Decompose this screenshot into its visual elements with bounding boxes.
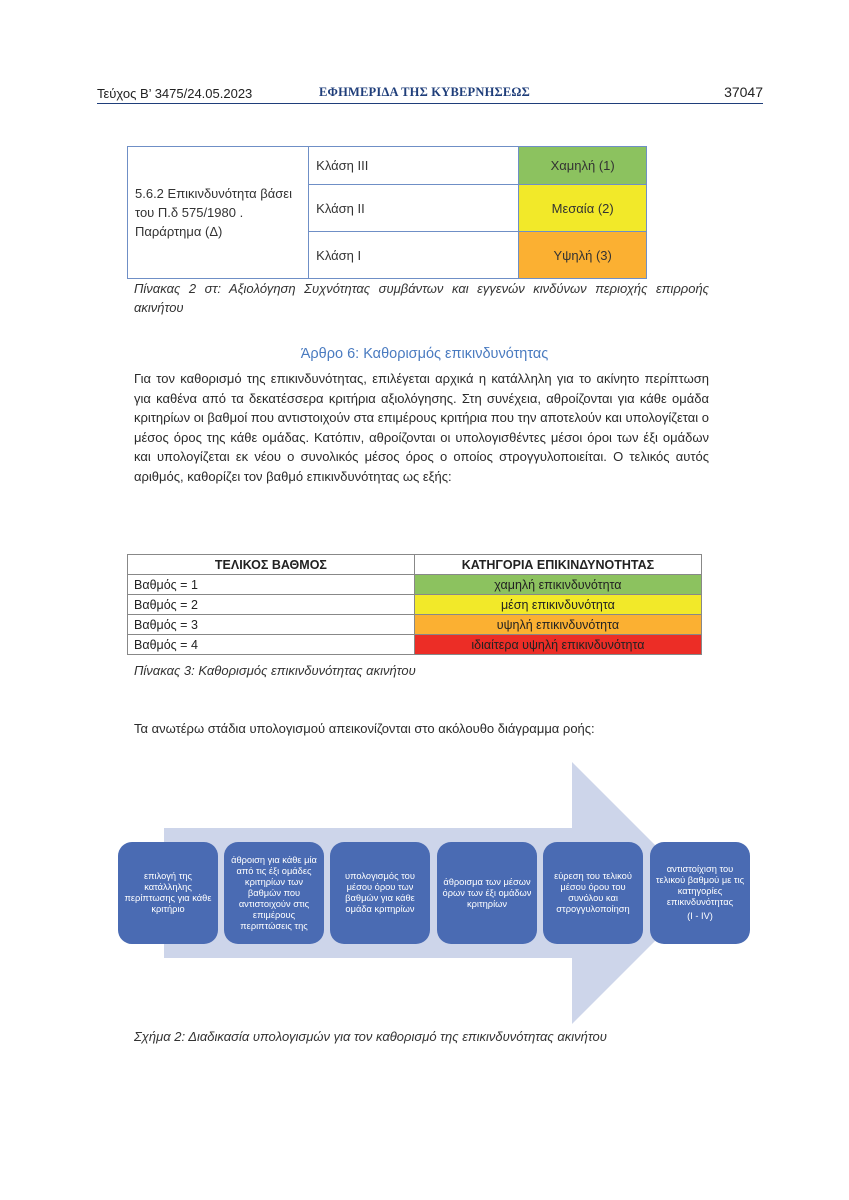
flow-step-text: υπολογισμός του μέσου όρου των βαθμών για κάθε ομάδα κριτηρίων bbox=[345, 871, 415, 914]
flow-step-3 bbox=[330, 842, 430, 944]
flow-step-1 bbox=[118, 842, 218, 944]
category-cell: υψηλή επικινδυνότητα bbox=[414, 615, 701, 635]
article-title: Άρθρο 6: Καθορισμός επικινδυνότητας bbox=[300, 346, 549, 362]
criterion-cell: 5.6.2 Επικινδυνότητα βάσει του Π.δ 575/1980 . Παράρτημα (Δ) bbox=[128, 147, 309, 279]
rating-cell: Μεσαία (2) bbox=[519, 185, 647, 232]
table-row bbox=[128, 147, 647, 185]
flow-step-6 bbox=[650, 842, 750, 944]
flow-step-2 bbox=[224, 842, 324, 944]
frequency-table bbox=[127, 146, 647, 279]
article-paragraph: Για τον καθορισμό της επικινδυνότητας, επιλέγεται αρχικά η κατάλληλη για το ακίνητο περίπτωση για καθένα από τα δεκατέσσερα κριτήρια αξιολόγησης. Στη συνέχεια, αθροίζονται για κάθε ομάδα κριτηρίων οι βαθμοί που αντιστοιχούν στα επιμέρους κριτήρια που την αποτελούν και υπολογίζεται ο μέσος όρος της κάθε ομάδας. Κατόπιν, αθροίζονται οι υπολογισθέντες μέσοι όροι των έξι ομάδων και υπολογίζεται εκ νέου ο συνολικός μέσος όρος ο οποίος στρογγυλοποιείται. Ο τελικός αυτός αριθμός, καθορίζει τον βαθμό επικινδυνότητας ως εξής: bbox=[134, 371, 709, 484]
header-divider bbox=[97, 103, 763, 104]
page-number: 37047 bbox=[724, 84, 763, 100]
flow-step-5 bbox=[543, 842, 643, 944]
diagram-intro: Τα ανωτέρω στάδια υπολογισμού απεικονίζονται στο ακόλουθο διάγραμμα ροής: bbox=[134, 721, 595, 736]
category-cell: μέση επικινδυνότητα bbox=[414, 595, 701, 615]
table-row bbox=[128, 575, 702, 595]
table-row bbox=[128, 615, 702, 635]
risk-grade-table bbox=[127, 554, 702, 655]
flow-step-text: άθροισμα των μέσων όρων των έξι ομάδων κριτηρίων bbox=[442, 876, 532, 909]
table-row bbox=[128, 595, 702, 615]
header-category: ΚΑΤΗΓΟΡΙΑ ΕΠΙΚΙΝΔΥΝΟΤΗΤΑΣ bbox=[414, 555, 701, 575]
header-grade: ΤΕΛΙΚΟΣ ΒΑΘΜΟΣ bbox=[128, 555, 415, 575]
class-cell: Κλάση Ι bbox=[309, 232, 519, 279]
flow-step-text: άθροιση για κάθε μία από τις έξι ομάδες κριτηρίων των βαθμών που αντιστοιχούν στις επιμέρους περιπτώσεις της bbox=[231, 854, 317, 931]
flow-step-text: εύρεση του τελικού μέσου όρου του συνόλου και στρογγυλοποίηση bbox=[554, 871, 632, 914]
class-cell: Κλάση ΙΙ bbox=[309, 185, 519, 232]
grade-cell: Βαθμός = 4 bbox=[128, 635, 415, 655]
diagram-caption: Σχήμα 2: Διαδικασία υπολογισμών για τον καθορισμό της επικινδυνότητας ακινήτου bbox=[134, 1029, 607, 1044]
grade-cell: Βαθμός = 2 bbox=[128, 595, 415, 615]
flow-step-text: επιλογή της κατάλληλης περίπτωσης για κάθε κριτήριο bbox=[124, 871, 212, 914]
table1-caption: Πίνακας 2 στ: Αξιολόγηση Συχνότητας συμβάντων και εγγενών κινδύνων περιοχής επιρροής ακινήτου bbox=[134, 281, 709, 315]
rating-cell: Χαμηλή (1) bbox=[519, 147, 647, 185]
rating-cell: Υψηλή (3) bbox=[519, 232, 647, 279]
category-cell: χαμηλή επικινδυνότητα bbox=[414, 575, 701, 595]
grade-cell: Βαθμός = 3 bbox=[128, 615, 415, 635]
flow-diagram bbox=[118, 762, 758, 1024]
gazette-title: ΕΦΗΜΕΡΙΔΑ ΤΗΣ ΚΥΒΕΡΝΗΣΕΩΣ bbox=[319, 85, 530, 99]
flow-step-text: αντιστοίχιση του τελικού βαθμού με τις κατηγορίες επικινδυνότητας bbox=[655, 864, 745, 907]
class-cell: Κλάση ΙΙΙ bbox=[309, 147, 519, 185]
grade-cell: Βαθμός = 1 bbox=[128, 575, 415, 595]
table2-caption: Πίνακας 3: Καθορισμός επικινδυνότητας ακινήτου bbox=[134, 663, 416, 678]
category-cell: ιδιαίτερα υψηλή επικινδυνότητα bbox=[414, 635, 701, 655]
flow-step-range: (I - IV) bbox=[687, 911, 713, 921]
table-row bbox=[128, 635, 702, 655]
flow-step-4 bbox=[437, 842, 537, 944]
table-header-row bbox=[128, 555, 702, 575]
issue-label: Τεύχος Β’ 3475/24.05.2023 bbox=[97, 86, 253, 101]
